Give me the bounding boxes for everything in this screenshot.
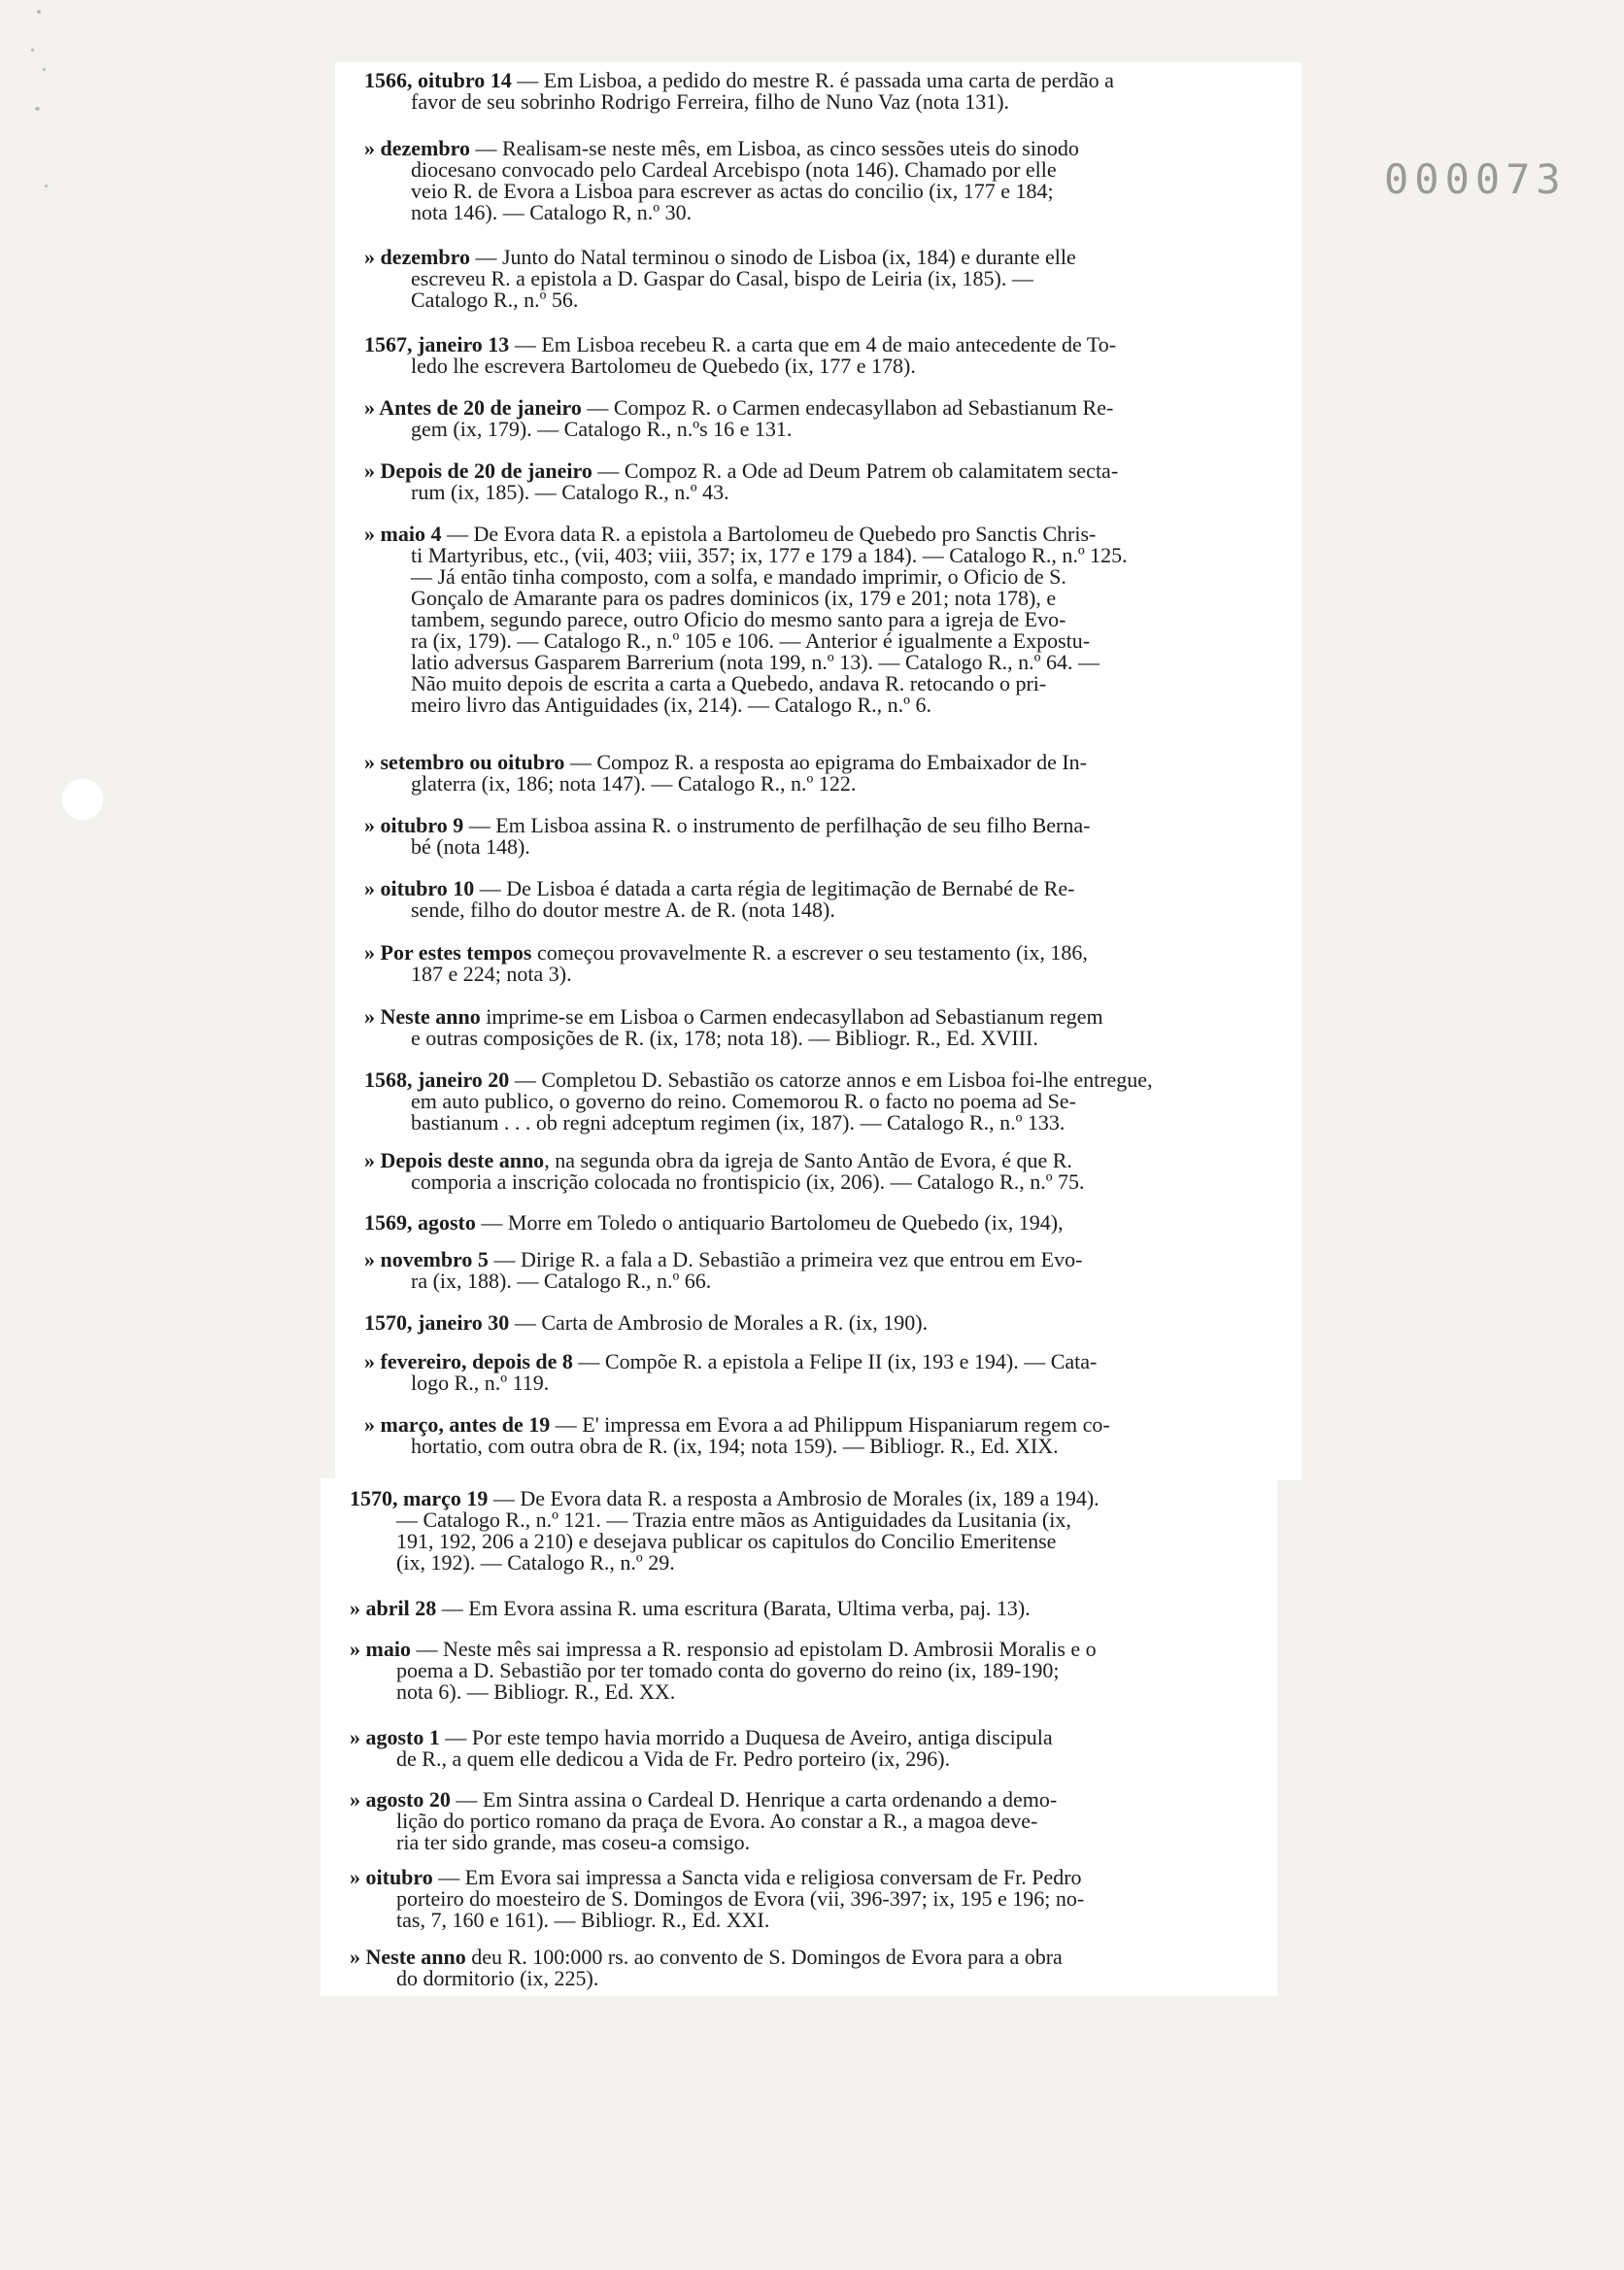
punch-hole [60, 777, 105, 822]
entry: » oitubro 9 — Em Lisboa assina R. o instrumento de perfilhação de seu filho Berna- bé (nota 148). [364, 813, 1091, 859]
entry: » maio — Neste mês sai impressa a R. responsio ad epistolam D. Ambrosii Moralis e o poema a D. Sebastião por ter tomado conta do governo do reino (ix, 189-190; nota 6). — Bibliogr. R., Ed. XX. [350, 1637, 1097, 1704]
entry: » oitubro 10 — De Lisboa é datada a carta régia de legitimação de Bernabé de Re- sende, filho do doutor mestre A. de R. (nota 148). [364, 876, 1075, 922]
entry: » fevereiro, depois de 8 — Compõe R. a epistola a Felipe II (ix, 193 e 194). — Cata- logo R., n.º 119. [364, 1349, 1098, 1395]
entry: » Neste anno imprime-se em Lisboa o Carmen endecasyllabon ad Sebastianum regem e outras composições de R. (ix, 178; nota 18). — Bibliogr. R., Ed. XVIII. [364, 1004, 1103, 1050]
clipping-chronology-1570 [321, 1478, 1277, 1996]
entry: » abril 28 — Em Evora assina R. uma escritura (Barata, Ultima verba, paj. 13). [350, 1596, 1031, 1620]
entry: » agosto 1 — Por este tempo havia morrido a Duquesa de Aveiro, antiga discipula de R., a quem elle dedicou a Vida de Fr. Pedro porteiro (ix, 296). [350, 1725, 1053, 1771]
entry: 1567, janeiro 13 — Em Lisboa recebeu R. a carta que em 4 de maio antecedente de To- ledo lhe escrevera Bartolomeu de Quebedo (ix, 177 e 178). [364, 332, 1117, 378]
entry: » Neste anno deu R. 100:000 rs. ao convento de S. Domingos de Evora para a obra do dormitorio (ix, 225). [350, 1945, 1063, 1990]
entry: » maio 4 — De Evora data R. a epistola a Bartolomeu de Quebedo pro Sanctis Chris- ti Martyribus, etc., (vii, 403; viii, 357; ix, 177 e 179 a 184). — Catalogo R., n.º 125. — Já então tinha composto, com a solfa, e mandado imprimir, o Oficio de S. Gonçalo de Amarante para os padres dominicos (ix, 179 e 201; nota 178), e tambem, segundo parece, outro Oficio do mesmo santo para a igreja de Evo- ra (ix, 179). — Catalogo R., n.º 105 e 106. — Anterior é igualmente a Expostu- latio adversus Gasparem Barrerium (nota 199, n.º 13). — Catalogo R., n.º 64. — Não muito depois de escrita a carta a Quebedo, andava R. retocando o pri- meiro livro das Antiguidades (ix, 214). — Catalogo R., n.º 6. [364, 522, 1128, 717]
entry: » novembro 5 — Dirige R. a fala a D. Sebastião a primeira vez que entrou em Evo- ra (ix, 188). — Catalogo R., n.º 66. [364, 1247, 1083, 1293]
entry: » Antes de 20 de janeiro — Compoz R. o Carmen endecasyllabon ad Sebastianum Re- gem (ix, 179). — Catalogo R., n.ºs 16 e 131. [364, 395, 1114, 441]
entry: » dezembro — Junto do Natal terminou o sinodo de Lisboa (ix, 184) e durante elle escreveu R. a epistola a D. Gaspar do Casal, bispo de Leiria (ix, 185). — Catalogo R., n.º 56. [364, 245, 1076, 312]
entry: » agosto 20 — Em Sintra assina o Cardeal D. Henrique a carta ordenando a demo- lição do portico romano da praça de Evora. Ao constar a R., a magoa deve- ria ter sido grande, mas coseu-a comsigo. [350, 1787, 1058, 1854]
entry: 1568, janeiro 20 — Completou D. Sebastião os catorze annos e em Lisboa foi-lhe entregue, em auto publico, o governo do reino. Comemorou R. o facto no poema ad Se- bastianum . . . ob regni adceptum regimen (ix, 187). — Catalogo R., n.º 133. [364, 1067, 1153, 1135]
archive-stamp-number: 000073 [1384, 155, 1567, 203]
entry: » Depois de 20 de janeiro — Compoz R. a Ode ad Deum Patrem ob calamitatem secta- rum (ix, 185). — Catalogo R., n.º 43. [364, 458, 1119, 504]
entry: 1570, janeiro 30 — Carta de Ambrosio de Morales a R. (ix, 190). [364, 1310, 929, 1335]
entry: » Depois deste anno, na segunda obra da igreja de Santo Antão de Evora, é que R. comporia a inscrição colocada no frontispicio (ix, 206). — Catalogo R., n.º 75. [364, 1148, 1085, 1194]
entry: » setembro ou oitubro — Compoz R. a resposta ao epigrama do Embaixador de In- glaterra (ix, 186; nota 147). — Catalogo R., n.º 122. [364, 750, 1087, 796]
entry: 1566, oitubro 14 — Em Lisboa, a pedido do mestre R. é passada uma carta de perdão a favor de seu sobrinho Rodrigo Ferreira, filho de Nuno Vaz (nota 131). [364, 68, 1114, 114]
margin-specks [29, 10, 58, 233]
entry: » março, antes de 19 — E' impressa em Evora a ad Philippum Hispaniarum regem co- hortatio, com outra obra de R. (ix, 194; nota 159). — Bibliogr. R., Ed. XIX. [364, 1412, 1110, 1458]
entry: 1570, março 19 — De Evora data R. a resposta a Ambrosio de Morales (ix, 189 a 194). — Catalogo R., n.º 121. — Trazia entre mãos as Antiguidades da Lusitania (ix, 191, 192, 206 a 210) e desejava publicar os capitulos do Concilio Emeritense (ix, 192). — Catalogo R., n.º 29. [350, 1486, 1100, 1575]
entry: » oitubro — Em Evora sai impressa a Sancta vida e religiosa conversam de Fr. Pedro porteiro do moesteiro de S. Domingos de Evora (vii, 396-397; ix, 195 e 196; no- tas, 7, 160 e 161). — Bibliogr. R., Ed. XXI. [350, 1865, 1085, 1932]
clipping-chronology-1566-1570 [335, 62, 1302, 1480]
entry: 1569, agosto — Morre em Toledo o antiquario Bartolomeu de Quebedo (ix, 194), [364, 1210, 1064, 1235]
entry: » Por estes tempos começou provavelmente R. a escrever o seu testamento (ix, 186, 187 e 224; nota 3). [364, 940, 1088, 986]
entry: » dezembro — Realisam-se neste mês, em Lisboa, as cinco sessões uteis do sinodo diocesano convocado pelo Cardeal Arcebispo (nota 146). Chamado por elle veio R. de Evora a Lisboa para escrever as actas do concilio (ix, 177 e 184; nota 146). — Catalogo R, n.º 30. [364, 136, 1079, 224]
